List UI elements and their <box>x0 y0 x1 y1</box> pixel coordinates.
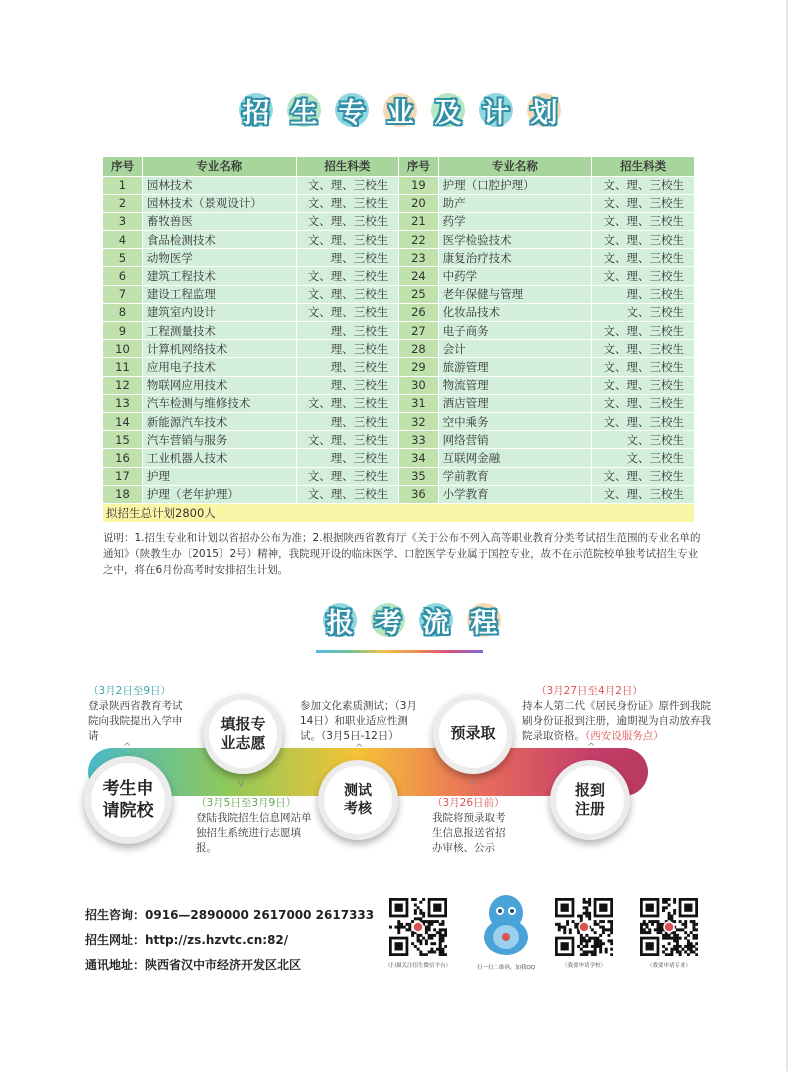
row-major: 老年保健与管理 <box>438 285 592 303</box>
step-apply-label: 考生申请院校 <box>102 778 154 821</box>
step2-desc <box>196 796 318 856</box>
row-no: 6 <box>103 267 142 285</box>
row-no: 11 <box>103 358 142 376</box>
row-major: 动物医学 <box>142 249 296 267</box>
row-major: 助产 <box>438 194 592 212</box>
step-volunteer-label: 填报专业志愿 <box>220 714 266 752</box>
row-no: 5 <box>103 249 142 267</box>
row-category: 文、三校生 <box>592 303 695 321</box>
row-no: 1 <box>103 176 142 194</box>
web-link[interactable]: http://zs.hzvtc.cn:82/ <box>145 933 289 947</box>
total-plan: 拟招生总计划2800人 <box>103 503 695 522</box>
row-category: 文、理、三校生 <box>296 431 399 449</box>
row-category: 文、理、三校生 <box>296 303 399 321</box>
step3-desc <box>300 699 422 744</box>
table-row <box>103 249 695 267</box>
row-major: 园林技术 <box>142 176 296 194</box>
row-no: 32 <box>399 412 438 430</box>
row-major: 空中乘务 <box>438 412 592 430</box>
table-row <box>103 394 695 412</box>
row-major: 康复治疗技术 <box>438 249 592 267</box>
chevron-up-icon: ^ <box>355 743 364 754</box>
table-row <box>103 431 695 449</box>
step4-desc <box>432 796 512 856</box>
row-no: 19 <box>399 176 438 194</box>
plan-title-char: 专 <box>329 87 375 133</box>
row-major: 学前教育 <box>438 467 592 485</box>
chevron-down-icon: v <box>469 777 475 788</box>
row-no: 27 <box>399 322 438 340</box>
row-no: 13 <box>103 394 142 412</box>
process-title-char: 流 <box>413 597 459 643</box>
row-major: 园林技术（景观设计） <box>142 194 296 212</box>
row-category: 文、理、三校生 <box>592 467 695 485</box>
note-text: 说明：1.招生专业和计划以省招办公布为准；2.根据陕西省教育厅《关于公布不列入高等职业教育分类考试招生范围的专业名单的通知》（陕教生办〔2015〕2号）精神，我院现开设的临床医学、口腔医学专业属于国控专业，故不在示范院校单独考试招生专业之中，将在6月份高考时安排招生计划。 <box>103 532 701 576</box>
row-no: 26 <box>399 303 438 321</box>
step-prelim-label: 预录取 <box>450 724 496 743</box>
chevron-up-icon: ^ <box>587 742 596 753</box>
qr-caption-major: （我要申请专业） <box>646 963 691 969</box>
table-row <box>103 285 695 303</box>
row-category: 文、理、三校生 <box>592 212 695 230</box>
qr-caption-qq: 扫一扫二维码，加我QQ <box>476 965 536 971</box>
row-category: 文、三校生 <box>592 431 695 449</box>
phone-value: 0916—2890000 2617000 2617333 <box>145 908 375 922</box>
row-category: 文、理、三校生 <box>592 340 695 358</box>
contact-info <box>85 903 374 978</box>
process-title-char: 程 <box>461 597 507 643</box>
row-category: 文、理、三校生 <box>592 176 695 194</box>
row-category: 理、三校生 <box>296 376 399 394</box>
table-row <box>103 467 695 485</box>
header-no: 序号 <box>399 157 438 176</box>
step5-text: 持本人第二代《居民身份证》原件到我院刷身份证报到注册，逾期视为自动放弃我院录取资格。 <box>522 700 711 742</box>
qr-caption-wechat: （扫描关注招生微信平台） <box>384 963 451 969</box>
table-header-row <box>103 157 695 176</box>
table-row <box>103 212 695 230</box>
row-major: 中药学 <box>438 267 592 285</box>
row-no: 35 <box>399 467 438 485</box>
row-category: 文、理、三校生 <box>592 394 695 412</box>
qr-code-wechat[interactable] <box>389 898 447 956</box>
qq-penguin-qr[interactable] <box>481 893 531 959</box>
step-register-label: 报到注册 <box>574 780 605 818</box>
table-row <box>103 412 695 430</box>
row-no: 22 <box>399 231 438 249</box>
row-no: 30 <box>399 376 438 394</box>
total-row <box>103 503 695 522</box>
row-category: 理、三校生 <box>296 322 399 340</box>
row-no: 21 <box>399 212 438 230</box>
row-category: 文、理、三校生 <box>296 194 399 212</box>
table-row <box>103 194 695 212</box>
row-no: 18 <box>103 485 142 503</box>
chevron-up-icon: ^ <box>123 742 132 753</box>
row-category: 理、三校生 <box>296 249 399 267</box>
row-category: 文、理、三校生 <box>296 467 399 485</box>
majors-table <box>103 157 695 523</box>
step3-text: 参加文化素质测试；（3月14日）和职业适应性测试。（3月5日-12日） <box>300 700 417 742</box>
header-category: 招生科类 <box>296 157 399 176</box>
row-major: 工业机器人技术 <box>142 449 296 467</box>
row-major: 食品检测技术 <box>142 231 296 249</box>
addr-label: 通讯地址： <box>85 958 146 972</box>
row-category: 文、理、三校生 <box>592 249 695 267</box>
plan-title-char: 及 <box>425 87 471 133</box>
step5-desc <box>522 684 712 744</box>
row-major: 建设工程监理 <box>142 285 296 303</box>
row-category: 文、理、三校生 <box>592 267 695 285</box>
row-major: 汽车营销与服务 <box>142 431 296 449</box>
step5-red-note: （西安设服务点） <box>585 730 664 742</box>
step-volunteer <box>203 694 283 774</box>
process-title-char: 考 <box>365 597 411 643</box>
row-no: 33 <box>399 431 438 449</box>
row-category: 理、三校生 <box>296 358 399 376</box>
chevron-down-icon: v <box>238 779 244 790</box>
step-test-label: 测试考核 <box>344 782 372 817</box>
row-major: 护理 <box>142 467 296 485</box>
header-major: 专业名称 <box>438 157 592 176</box>
row-category: 文、理、三校生 <box>296 231 399 249</box>
row-no: 29 <box>399 358 438 376</box>
row-category: 文、理、三校生 <box>592 322 695 340</box>
row-major: 应用电子技术 <box>142 358 296 376</box>
qr-code-school[interactable] <box>555 898 613 956</box>
section-title-process <box>317 597 507 643</box>
row-no: 7 <box>103 285 142 303</box>
row-no: 16 <box>103 449 142 467</box>
row-major: 物流管理 <box>438 376 592 394</box>
row-major: 网络营销 <box>438 431 592 449</box>
header-major: 专业名称 <box>142 157 296 176</box>
row-major: 酒店管理 <box>438 394 592 412</box>
row-no: 14 <box>103 412 142 430</box>
row-major: 护理（口腔护理） <box>438 176 592 194</box>
table-row <box>103 358 695 376</box>
row-no: 12 <box>103 376 142 394</box>
row-no: 34 <box>399 449 438 467</box>
row-category: 文、理、三校生 <box>592 485 695 503</box>
table-row <box>103 322 695 340</box>
row-category: 文、理、三校生 <box>296 285 399 303</box>
row-no: 4 <box>103 231 142 249</box>
row-category: 文、理、三校生 <box>296 176 399 194</box>
row-category: 理、三校生 <box>296 412 399 430</box>
row-category: 文、理、三校生 <box>296 267 399 285</box>
row-major: 医学检验技术 <box>438 231 592 249</box>
row-category: 文、理、三校生 <box>592 358 695 376</box>
addr-value: 陕西省汉中市经济开发区北区 <box>145 958 302 972</box>
row-no: 2 <box>103 194 142 212</box>
row-major: 化妆品技术 <box>438 303 592 321</box>
step1-text: 登录陕西省教育考试院向我院提出入学申请 <box>88 700 183 742</box>
row-category: 文、理、三校生 <box>296 485 399 503</box>
row-category: 理、三校生 <box>592 285 695 303</box>
header-no: 序号 <box>103 157 142 176</box>
table-row <box>103 267 695 285</box>
table-row <box>103 449 695 467</box>
row-category: 文、理、三校生 <box>592 231 695 249</box>
plan-title-char: 招 <box>233 87 279 133</box>
row-major: 药学 <box>438 212 592 230</box>
step5-date: （3月27日至4月2日） <box>536 685 643 697</box>
row-category: 文、三校生 <box>592 449 695 467</box>
web-label: 招生网址： <box>85 933 146 947</box>
row-major: 会计 <box>438 340 592 358</box>
row-major: 工程测量技术 <box>142 322 296 340</box>
row-no: 31 <box>399 394 438 412</box>
row-major: 互联网金融 <box>438 449 592 467</box>
row-category: 文、理、三校生 <box>592 194 695 212</box>
row-no: 9 <box>103 322 142 340</box>
row-major: 物联网应用技术 <box>142 376 296 394</box>
step1-date: （3月2日至9日） <box>88 685 172 697</box>
step-register <box>550 760 630 840</box>
table-row <box>103 340 695 358</box>
section-title-plan <box>233 87 567 133</box>
row-category: 理、三校生 <box>296 340 399 358</box>
table-row <box>103 376 695 394</box>
row-category: 文、理、三校生 <box>592 412 695 430</box>
row-major: 新能源汽车技术 <box>142 412 296 430</box>
row-major: 汽车检测与维修技术 <box>142 394 296 412</box>
plan-title-char: 生 <box>281 87 327 133</box>
row-major: 建筑工程技术 <box>142 267 296 285</box>
header-category: 招生科类 <box>592 157 695 176</box>
row-no: 8 <box>103 303 142 321</box>
row-no: 24 <box>399 267 438 285</box>
row-major: 旅游管理 <box>438 358 592 376</box>
row-no: 3 <box>103 212 142 230</box>
qr-caption-school: （我要申请学校） <box>561 963 606 969</box>
row-no: 36 <box>399 485 438 503</box>
row-category: 文、理、三校生 <box>296 394 399 412</box>
qr-code-major[interactable] <box>640 898 698 956</box>
step2-date: （3月5日至3月9日） <box>196 797 297 809</box>
phone-label: 招生咨询： <box>85 908 146 922</box>
row-major: 计算机网络技术 <box>142 340 296 358</box>
row-major: 小学教育 <box>438 485 592 503</box>
step4-text: 我院将预录取考生信息报送省招办审核、公示 <box>432 812 506 854</box>
row-no: 17 <box>103 467 142 485</box>
table-row <box>103 303 695 321</box>
table-row <box>103 485 695 503</box>
plan-title-char: 划 <box>521 87 567 133</box>
row-no: 15 <box>103 431 142 449</box>
row-no: 28 <box>399 340 438 358</box>
table-row <box>103 231 695 249</box>
plan-title-char: 计 <box>473 87 519 133</box>
step-apply <box>84 756 172 844</box>
row-category: 文、理、三校生 <box>296 212 399 230</box>
row-category: 理、三校生 <box>296 449 399 467</box>
row-major: 护理（老年护理） <box>142 485 296 503</box>
row-major: 电子商务 <box>438 322 592 340</box>
step2-text: 登陆我院招生信息网站单独招生系统进行志愿填报。 <box>196 812 312 854</box>
step1-desc <box>88 684 192 744</box>
plan-title-char: 业 <box>377 87 423 133</box>
row-no: 20 <box>399 194 438 212</box>
row-no: 23 <box>399 249 438 267</box>
row-no: 10 <box>103 340 142 358</box>
step-prelim <box>433 694 513 774</box>
rainbow-divider <box>316 650 483 653</box>
table-row <box>103 176 695 194</box>
row-major: 畜牧兽医 <box>142 212 296 230</box>
step4-date: （3月26日前） <box>432 797 505 809</box>
row-major: 建筑室内设计 <box>142 303 296 321</box>
step-test <box>318 760 398 840</box>
row-no: 25 <box>399 285 438 303</box>
process-title-char: 报 <box>317 597 363 643</box>
row-category: 文、理、三校生 <box>592 376 695 394</box>
